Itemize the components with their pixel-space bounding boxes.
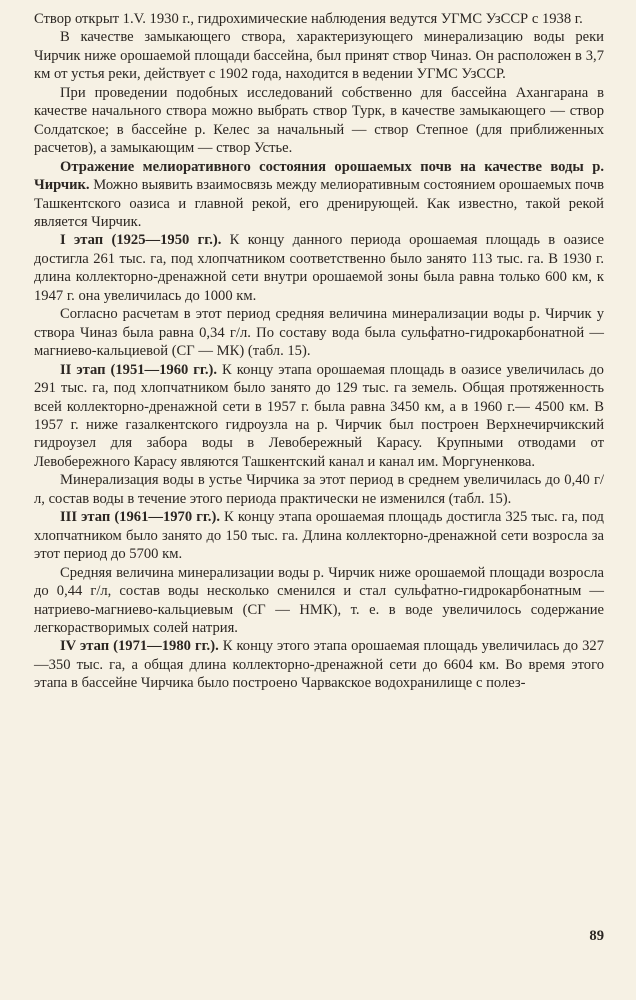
paragraph (34, 637, 604, 692)
paragraph: Створ открыт 1.V. 1930 г., гидрохимические наблюдения ведутся УГМС УзССР с 1938 г. (34, 11, 583, 27)
paragraph-text: К концу этапа орошаемая площадь достигла 325 тыс. га, под хлопчатником было занято до 150 тыс. га. Длина коллекторно-дренажной сети возросла за этот период до 5700 км. (34, 509, 604, 563)
section-heading: III этап (1961—1970 гг.). (60, 509, 220, 526)
section-heading: II этап (1951—1960 гг.). (60, 361, 218, 378)
paragraph: В качестве замыкающего створа, характеризующего минерализацию воды реки Чирчик ниже орошаемой площади бассейна, был принят створ Чиназ. Он расположен в 3,7 км от устья реки, действует с 1902 года, находится в ведении УГМС УзССР. (34, 29, 604, 83)
paragraph (34, 158, 604, 232)
paragraph: Средняя величина минерализации воды р. Чирчик ниже орошаемой площади возросла до 0,44 г/л, состав воды несколько сменился и стал сульфатно-гидрокарбонатным — натриево-магниево-кальциевым (СГ — НМК), т. е. в воде увеличилось содержание легкорастворимых солей натрия. (34, 564, 604, 636)
paragraph (34, 361, 604, 472)
page-number: 89 (589, 928, 604, 944)
paragraph-text: К концу этого этапа орошаемая площадь увеличилась до 327—350 тыс. га, а общая длина коллекторно-дренажной сети до 6604 км. Во время этого этапа в бассейне Чирчика было построено Чарвакское водохранилище с полез- (34, 638, 604, 692)
paragraph: Согласно расчетам в этот период средняя величина минерализации воды р. Чирчик у створа Чиназ была равна 0,34 г/л. По составу вода была сульфатно-гидрокарбонатной — магниево-кальциевой (СГ — МК) (табл. 15). (34, 306, 604, 360)
paragraph (34, 508, 604, 563)
paragraph (34, 231, 604, 305)
paragraph-text: К концу этапа орошаемая площадь в оазисе увеличилась до 291 тыс. га, под хлопчатником было занято до 129 тыс. га земель. Общая протяженность всей коллекторно-дренажной сети в 1957 г. была равна 3450 км, а в 1960 г.— 4500 км. В 1957 г. ниже газалкентского гидроузла на р. Чирчик был построен Верхнечирчикский гидроузел для забора воды в Левобережный Карасу. Крупными отводами от Левобережного Карасу являются Ташкентский канал и канал им. Моргуненкова. (34, 361, 604, 470)
paragraph: Минерализация воды в устье Чирчика за этот период в среднем увеличилась до 0,40 г/л, состав воды в течение этого периода практически не изменился (табл. 15). (34, 472, 604, 507)
section-heading: Отражение мелиоративного состояния орошаемых почв на качестве воды р. Чирчик. (34, 158, 604, 194)
paragraph-text: К концу данного периода орошаемая площадь в оазисе достигла 261 тыс. га, под хлопчатником соответственно было занято 113 тыс. га. В 1930 г. длина коллекторно-дренажной сети внутри орошаемой зоны была равна только 600 км, к 1947 г. она увеличилась до 1000 км. (34, 232, 604, 304)
paragraph-text: Можно выявить взаимосвязь между мелиоративным состоянием орошаемых почв Ташкентского оазиса и главной рекой, его дренирующей. Как известно, такой рекой является Чирчик. (34, 177, 604, 230)
section-heading: IV этап (1971—1980 гг.). (60, 638, 219, 655)
body-text (34, 10, 604, 693)
section-heading: I этап (1925—1950 гг.). (60, 232, 222, 249)
paragraph: При проведении подобных исследований собственно для бассейна Ахангарана в качестве начального створа можно выбрать створ Турк, в качестве замыкающего — створ Солдатское; в бассейне р. Келес за начальный — створ Степное (для приближенных расчетов), а замыкающим — створ Устье. (34, 84, 604, 157)
